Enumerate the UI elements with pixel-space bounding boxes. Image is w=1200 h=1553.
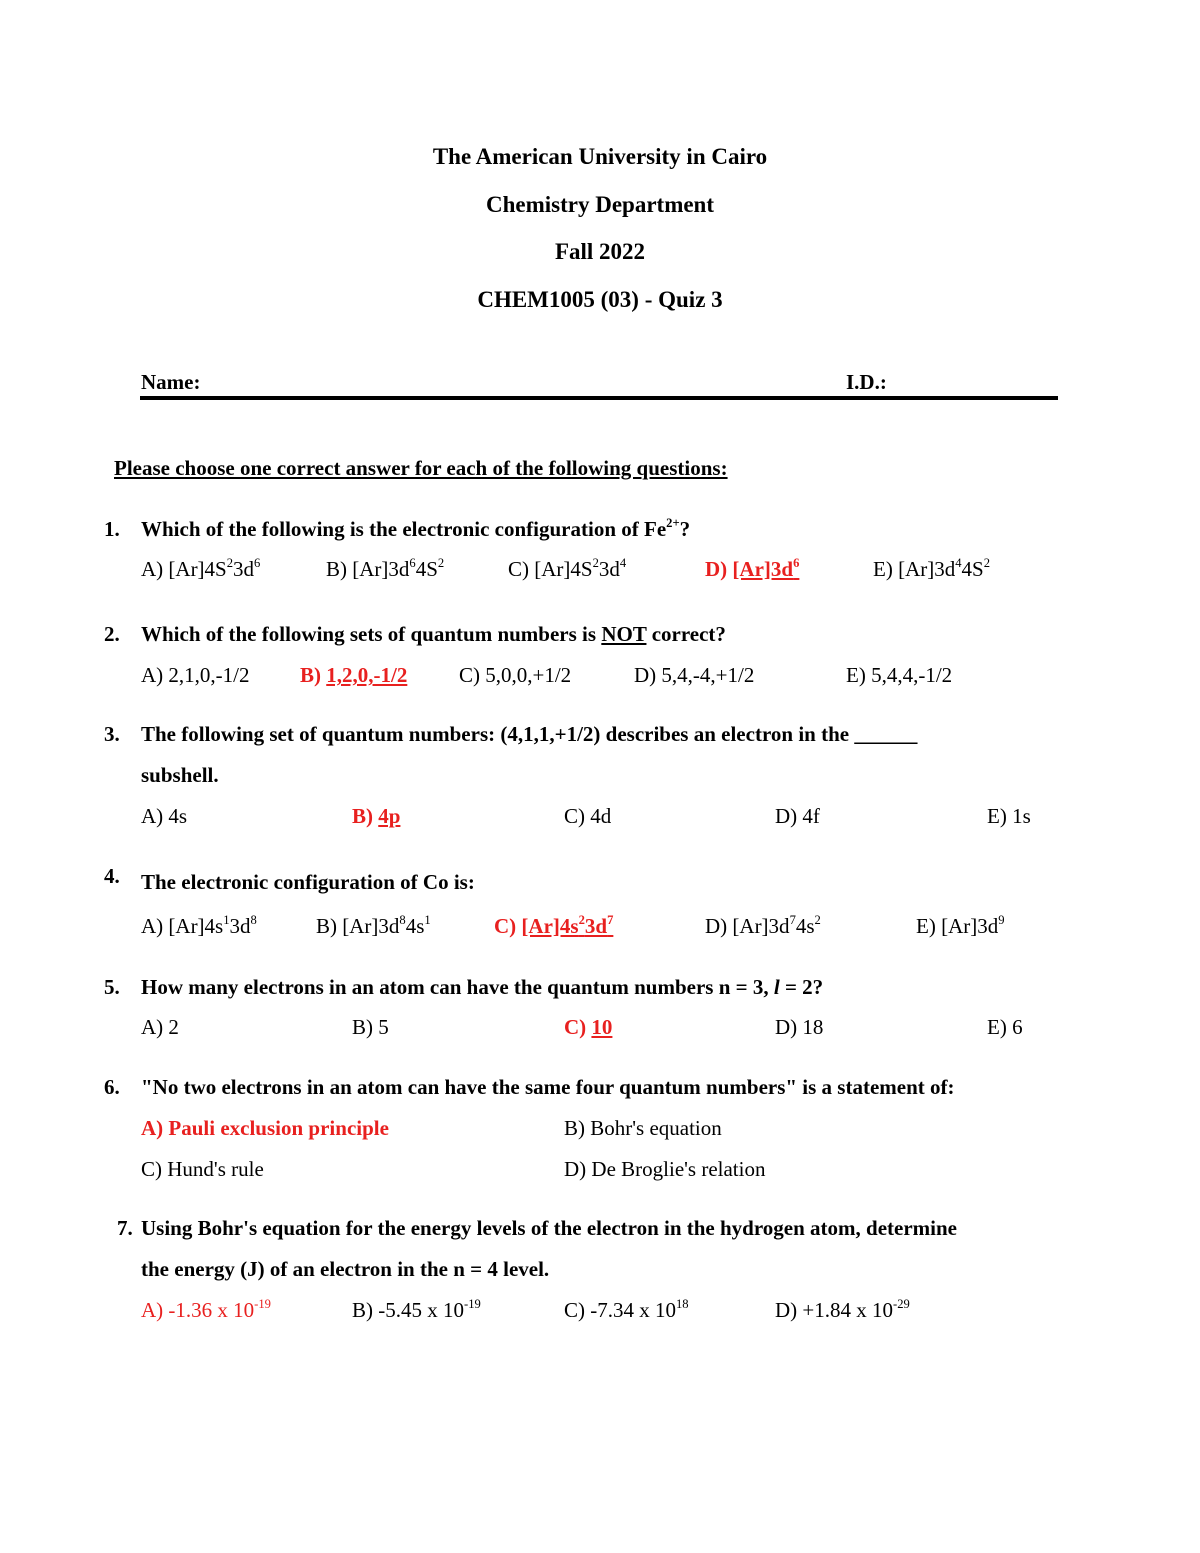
question-number: 7. [117,1216,133,1240]
q1-option-d-correct[interactable]: D) $[Ar]3d^6$ [705,556,800,581]
q5-option-b[interactable]: B) 5 [352,1015,389,1039]
question-5-text: How many electrons in an atom can have the quantum numbers n = 3, l = 2? [141,975,824,999]
q4-option-b[interactable]: B) $[Ar]3d^84s^1$ [316,913,431,938]
q5-option-e[interactable]: E) 6 [987,1015,1023,1039]
university-title: The American University in Cairo [432,144,768,169]
q3-option-e[interactable]: E) 1s [987,804,1031,828]
question-6-text: "No two electrons in an atom can have the same four quantum numbers" is a statement of: [141,1075,955,1099]
question-number: 5. [104,975,120,999]
q4-option-c-correct[interactable]: C) $[Ar]4s^23d^7$ [494,913,614,938]
q7-option-c[interactable]: C) -7.34 x $10^{18}$ [564,1297,689,1322]
q7-option-b[interactable]: B) -5.45 x $10^{-19}$ [352,1297,481,1322]
q5-option-c-correct[interactable]: C) 10 [564,1015,613,1039]
q6-option-c[interactable]: C) Hund's rule [141,1157,264,1181]
q2-option-b-correct[interactable]: B) 1,2,0,-1/2 [300,663,408,687]
q7-option-d[interactable]: D) +1.84 x $10^{-29}$ [775,1297,910,1322]
q2-option-c[interactable]: C) 5,0,0,+1/2 [459,663,572,687]
term-title: Fall 2022 [554,239,646,264]
id-label: I.D.: [846,370,887,394]
question-3-text-line2: subshell. [141,763,219,787]
q3-option-a[interactable]: A) 4s [141,804,188,828]
q3-option-c[interactable]: C) 4d [564,804,612,828]
q3-option-d[interactable]: D) 4f [775,804,820,828]
question-number: 3. [104,722,120,746]
question-3-text-line1: The following set of quantum numbers: (4,1,1,+1/2) describes an electron in the ______ [141,722,918,746]
question-number: 6. [104,1075,120,1099]
q2-option-e[interactable]: E) 5,4,4,-1/2 [846,663,953,687]
question-1-text: Which of the following is the electronic configuration of $Fe^{2+}$? [141,516,691,541]
q2-option-d[interactable]: D) 5,4,-4,+1/2 [634,663,755,687]
q4-option-d[interactable]: D) $[Ar]3d^74s^2$ [705,913,821,938]
question-2-text: Which of the following sets of quantum numbers is NOT correct? [141,622,726,646]
q2-option-a[interactable]: A) 2,1,0,-1/2 [141,663,250,687]
q6-option-d[interactable]: D) De Broglie's relation [564,1157,766,1181]
q5-option-d[interactable]: D) 18 [775,1015,824,1039]
instructions: Please choose one correct answer for each of the following questions: [114,456,728,480]
course-title: CHEM1005 (03) - Quiz 3 [477,287,723,312]
q4-option-e[interactable]: E) $[Ar]3d^9$ [916,913,1005,938]
q1-option-c[interactable]: C) $[Ar]4S^23d^4$ [508,556,627,581]
question-7-text-line2: the energy (J) of an electron in the n = 4 level. [141,1257,550,1281]
department-title: Chemistry Department [485,192,715,217]
q7-option-a-correct[interactable]: A) -1.36 x $10^{-19}$ [141,1297,271,1322]
q6-option-a-correct[interactable]: A) Pauli exclusion principle [141,1116,389,1140]
q5-option-a[interactable]: A) 2 [141,1015,179,1039]
name-label: Name: [141,370,201,394]
q3-option-b-correct[interactable]: B) 4p [352,804,401,828]
question-number: 1. [104,517,120,541]
q1-option-b[interactable]: B) $[Ar]3d^64S^2$ [326,556,445,581]
q4-option-a[interactable]: A) $[Ar]4s^13d^8$ [141,913,257,938]
question-number: 4. [104,864,120,888]
question-4-text: The electronic configuration of Co is: [141,870,475,894]
name-id-rule [140,396,1058,400]
question-number: 2. [104,622,120,646]
q1-option-a[interactable]: A) $[Ar]4S^23d^6$ [141,556,261,581]
q1-option-e[interactable]: E) $[Ar]3d^44S^2$ [873,556,990,581]
q6-option-b[interactable]: B) Bohr's equation [564,1116,722,1140]
question-7-text-line1: Using Bohr's equation for the energy levels of the electron in the hydrogen atom, determine [141,1216,958,1240]
